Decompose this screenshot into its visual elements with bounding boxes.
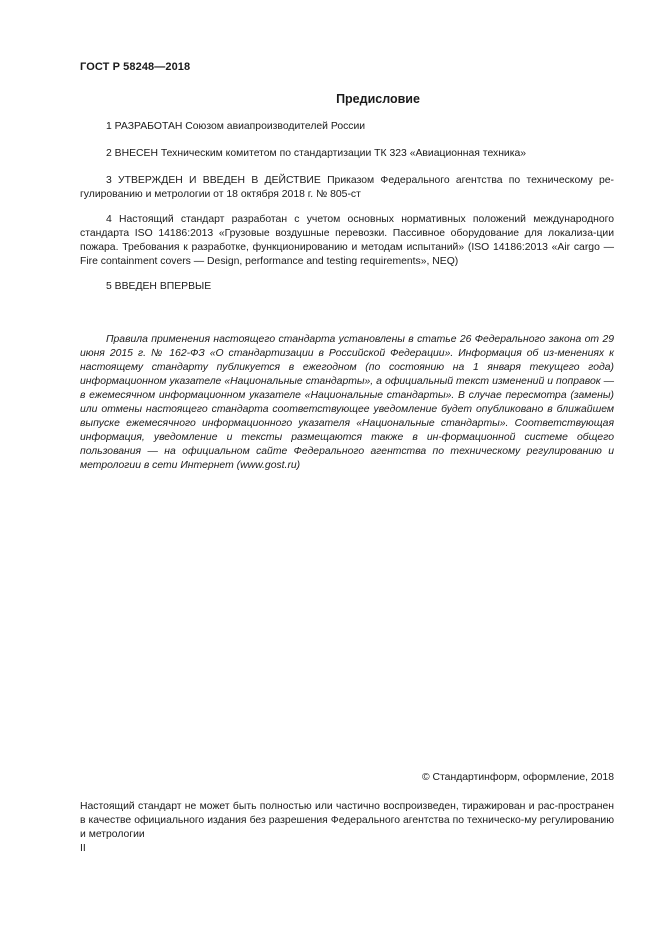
- copyright-line: © Стандартинформ, оформление, 2018: [421, 772, 614, 783]
- rules-note: [80, 333, 614, 473]
- reproduction-notice-text: Настоящий стандарт не может быть полностью или частично воспроизведен, тиражирован и рас-пространен в качестве официального издания без разрешения Федерального агентства по техническо-му регулированию и метрологии: [80, 801, 614, 840]
- foreword-item-3-text: 3 УТВЕРЖДЕН И ВВЕДЕН В ДЕЙСТВИЕ Приказом Федерального агентства по техническому ре-гулированию и метрологии от 18 октября 2018 г. № 805-ст: [80, 175, 614, 200]
- foreword-item-2-text: 2 ВНЕСЕН Техническим комитетом по стандартизации ТК 323 «Авиационная техника»: [106, 148, 527, 159]
- foreword-item-1: [80, 120, 614, 134]
- rules-note-text: Правила применения настоящего стандарта установлены в статье 26 Федерального закона от 29 июня 2015 г. № 162-ФЗ «О стандартизации в Российской Федерации». Информация об из-менениях к настоящему стандарту публикуется в ежегодном (по состоянию на 1 января текущего года) информационном указателе «Национальные стандарты», а официальный текст изменений и поправок — в ежемесячном информационном указателе «Национальные стандарты». В случае пересмотра (замены) или отмены настоящего стандарта соответствующее уведомление будет опубликовано в ближайшем выпуске ежемесячного информационного указателя «Национальные стандарты». Соответствующая информация, уведомление и тексты размещаются также в ин-формационной системе общего пользования — на официальном сайте Федерального агентства по техническому регулированию и метрологии в сети Интернет (www.gost.ru): [80, 334, 614, 471]
- foreword-item-3: [80, 174, 614, 202]
- foreword-item-5-text: 5 ВВЕДЕН ВПЕРВЫЕ: [106, 281, 212, 292]
- foreword-item-5: [80, 280, 614, 294]
- foreword-item-2: [80, 147, 614, 161]
- section-title-text: Предисловие: [336, 92, 420, 106]
- foreword-item-1-text: 1 РАЗРАБОТАН Союзом авиапроизводителей России: [106, 121, 366, 132]
- foreword-item-4: [80, 213, 614, 269]
- page-number: II: [80, 843, 86, 854]
- section-title: [80, 92, 612, 106]
- reproduction-notice: [80, 800, 614, 842]
- foreword-item-4-text: 4 Настоящий стандарт разработан с учетом основных нормативных положений международного стандарта ISO 14186:2013 «Грузовые воздушные перевозки. Пассивное оборудование для локализа-ции пожара. Требования к разработке, функционированию и методам испытаний» (ISO 14186:2013 «Air cargo — Fire containment covers — Design, performance and testing requirements», NEQ): [80, 214, 614, 267]
- standard-code: ГОСТ Р 58248—2018: [80, 61, 191, 73]
